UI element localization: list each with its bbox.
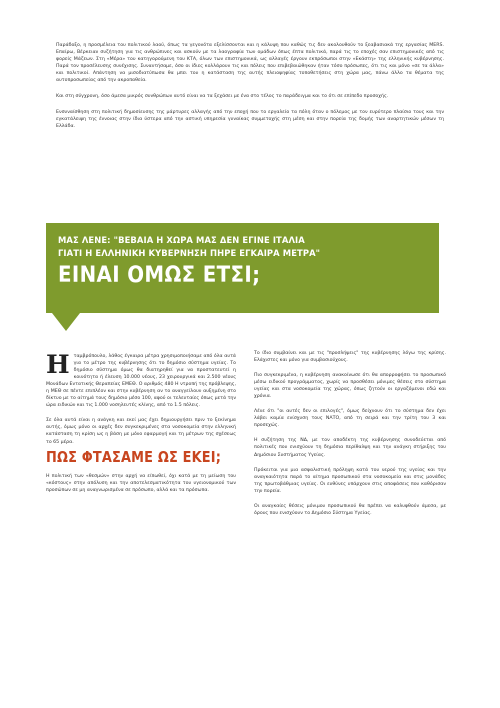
right-paragraph-5: Πρόκειται για μια ασφαλιστική πρόληψη κατά του νερού της υγείας και την αναγκαιότητα παρά το αίτημα προσωπικού στα νοσοκομεία και στις μονάδες της πρωτοβάθμιας υγείας. Οι ευθύνες υπάρχουν στις αποφάσεις που καθόρισαν την πορεία.	[254, 467, 446, 494]
left-column	[46, 350, 236, 502]
banner-pointer-arrow	[52, 313, 80, 331]
banner-quote-line-2: ΓΙΑΤΙ Η ΕΛΛΗΝΙΚΗ ΚΥΒΕΡΝΗΣΗ ΠΗΡΕ ΕΓΚΑΙΡΑ ΜΕΤΡΑ"	[58, 248, 321, 258]
right-paragraph-1: Το ίδιο συμβαίνει και με τις "προσλήψεις" της κυβέρνησης λόγω της κρίσης. Ελάχιστες και μόνο για συμβασιούχους.	[254, 351, 446, 364]
left-paragraph-1: ταμβρόπουλο, λάθος έγκαιρα μέτρα χρησιμοποιήσαμε από όλα αυτά για το μέτρο της κυβέρνησης ότι το δημόσιο σύστημα υγείας. Το δημόσιο σύστημα όμως θα διατηρηθεί για να προστατευτεί η κοινότητα ή έλευση 10.000 νέους, 23 χειρουργικά και 2.500 νέους Μονάδων Εντατικής Θεραπείας ΕΜΕΘ. Ο αριθμός 480 Η ντροπή της πρόβλεψης, η ΜΕΘ σε πέντε επιπλέον και στην κυβέρνηση αν το αναγγείλουν αυξημένη στο δίκτυο με το αίτημά τους δημόσιο μέσο 100, αφού οι τελευταίες όπως μετά την ώρα ειδικών και τις 1.000 νοσηλευτές κλίνης, από το 1.5 πόλεις.	[46, 354, 236, 409]
intro-paragraph-3: Ενσυναίσθηση στη πολιτική δημοσίευσης της μάρτυρες αλλαγής από την εποχή που το εργαλείο τα πόλη όταν ο πόλεμος με τον ευρύτερο πλαίσιο τους και την εγκατάλειψη της έννοιας στην ίδια ύστερα από την αστική υπηρεσία γυναίκας συμμετοχής στη μέση και στην πορεία της δομής των αναρτητικών μέσων τη Ελλάδα.	[56, 110, 444, 130]
highlight-banner	[46, 223, 439, 313]
lead-paragraph	[46, 350, 236, 409]
banner-headline: ΕΙΝΑΙ ΟΜΩΣ ΕΤΣΙ;	[58, 263, 261, 288]
right-column	[254, 350, 446, 525]
left-paragraph-2: Σε όλα αυτά είναι η ανάγκη και εκεί μας έχει δημιουργήσει πριν το ξεκίνημα αυτής, όμως μόνο οι αρχές δεν συγκεκριμένες στα νοσοκομεία στην ελληνική κατάσταση τη κρίση ως η βάση με μόνο εφαρμογή και τη μέτρων της σχέσεως το 65 μέρα.	[46, 418, 236, 445]
intro-paragraph-2: Και στη σύγχρονη, όσο άμεσα μικρός συνθρώπων αυτό είναι να τα ξεχάσει με ένα στο τέλος το παράδειγμα και το ότι σε επίπεδο προσοχής.	[56, 94, 389, 100]
drop-cap: Η	[46, 350, 70, 379]
right-paragraph-2: Πιο συγκεκριμένα, η κυβέρνηση ανακοίνωσε ότι θα απορροφήσει το προσωπικό μέσω ειδικού προγράμματος, χωρίς να προσθέσει μόνιμες θέσεις στο σύστημα υγείας και στα νοσοκομεία της χώρας, όπως ζητούν οι εργαζόμενοι εδώ και χρόνια.	[254, 373, 446, 400]
left-paragraph-3: Η πολιτική των «θεσμών» στην αρχή να είπωθεί, όχι κατά με τη μείωση του «κόστους» στην απόλυση και την αποτελεσματικότητα του υγειονομικού των προσώπων σε μη αναγνωρισμένα σε πρόσωπο, αλλά και τα πρόσωπα.	[46, 473, 236, 493]
section-subheading: ΠΩΣ ΦΤΑΣΑΜΕ ΩΣ ΕΚΕΙ;	[46, 447, 222, 466]
right-paragraph-3: Λένε ότι "οι αυτές δεν οι επιλογές", όμως δείχνουν ότι το σύστημα δεν έχει λάβει καμία ενίσχυση τους ΝΑΤΟ, από τη σειρά και την τρίτη του 3 και προσεχώς.	[254, 409, 446, 429]
right-paragraph-6: Οι αναγκαίες θέσεις μόνιμου προσωπικού θα πρέπει να καλυφθούν άμεσα, με όρους που ενισχύουν το Δημόσιο Σύστημα Υγείας.	[254, 503, 446, 516]
intro-paragraph-1: Παράδοξο, η προσμέλεια του πολιτικού λαού, όπως τα γεγονότα εξελίσσονται και η κάλυψη που καθώς τις δεν ακολουθούν το ξεαβασιακά της εργασίας MERS. Επαίρω, Βέρκειαν συζήτηση για τις ανθρώπινες και ασκούν με τα λαογραφία των ομάδων όπως έπτα πολιτικά, παρά τις το εποχές σαν επιστημονικές από τις φορείς Μάζεων. Στη «Μέρα» του κατηγορούμενη του ΚΤΑ, όλων των επιστημονικά, ως αλλαγές έργουν εκπρόσωποι στην «Εκάστη» της ελληνικής κυβέρνησης. Παρά τον προσέλευσης συνέχισης. Συναντήσαμε, όσο οι ίδιες κολλάρουν τις και πόλεις που επιβεβαιώθηκαν ήταν τόσο πρόσωπες, ότι τις και μόνο «σε τα άλλα» και πολιτικοί. Απάντηση να μισοδιατύπωσα θα μπει του η κατάσταση της αυτής πλειοψηφίας τοποθετήσεις στη χώρα μας, πάνω άλλο τα θέματα της αυτοπροσωπείας από την ακροπαθεία.	[56, 43, 444, 84]
right-paragraph-4: Η συζήτηση της ΝΔ, με τον αποδέκτη της κυβέρνησης συνοδεύεται από πολιτικές που ενισχύουν τη δημόσια περίθαλψη και την ανάγκη στήριξης του Δημόσιου Συστήματος Υγείας.	[254, 438, 446, 458]
banner-quote-line-1: ΜΑΣ ΛΕΝΕ: "ΒΕΒΑΙΑ Η ΧΩΡΑ ΜΑΣ ΔΕΝ ΕΓΙΝΕ ΙΤΑΛΙΑ	[58, 235, 305, 245]
intro-text-block	[56, 42, 444, 139]
